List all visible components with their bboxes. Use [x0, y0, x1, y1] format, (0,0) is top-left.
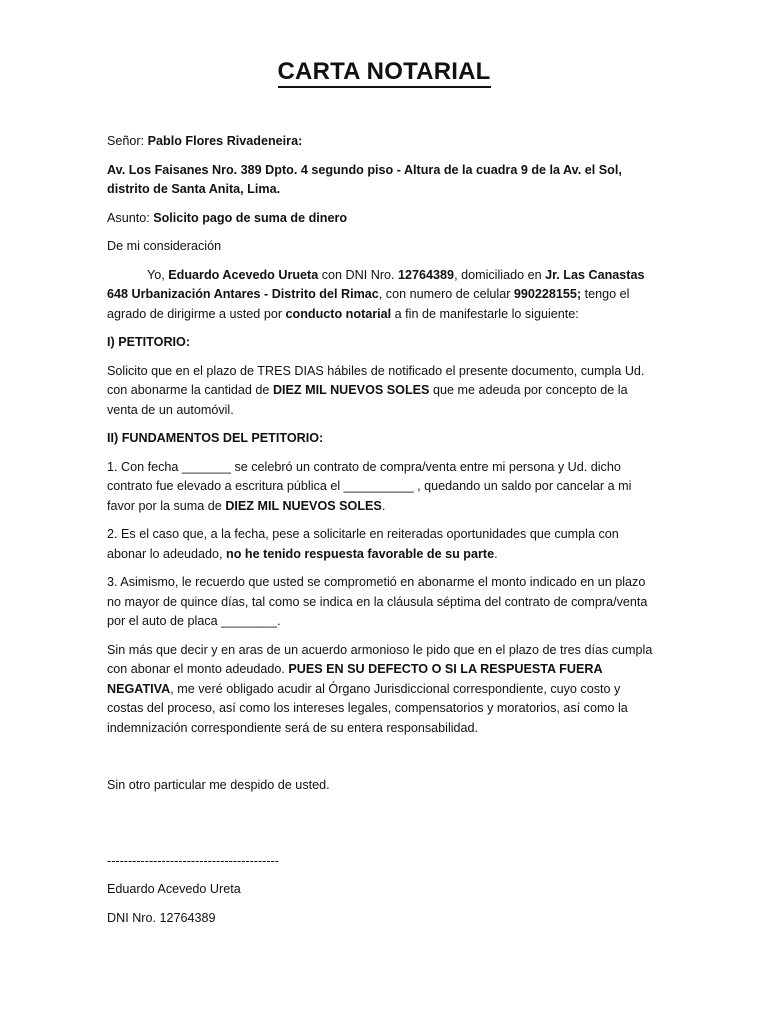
recipient-line: Señor: Pablo Flores Rivadeneira: [107, 134, 303, 148]
signature-dni: DNI Nro. 12764389 [107, 910, 216, 925]
fundamentos-heading: II) FUNDAMENTOS DEL PETITORIO: [107, 431, 324, 445]
letter-body [107, 132, 659, 937]
farewell: Sin otro particular me despido de usted. [107, 778, 330, 792]
signature-line: ----------------------------------------- [107, 853, 279, 868]
intro-paragraph: Yo, Eduardo Acevedo Urueta con DNI Nro. 12764389, domiciliado en Jr. Las Canastas 648 Urbanización Antares - Distrito del Rimac, con numero de celular 990228155; tengo el agrado de dirigirme a usted por conducto notarial a fin de manifestarle lo siguiente: [107, 267, 645, 321]
signature-name: Eduardo Acevedo Ureta [107, 882, 241, 896]
recipient-address: Av. Los Faisanes Nro. 389 Dpto. 4 segundo piso - Altura de la cuadra 9 de la Av. el Sol, distrito de Santa Anita, Lima. [107, 162, 622, 196]
subject-value: Solicito pago de suma de dinero [153, 210, 348, 225]
subject-line: Asunto: Solicito pago de suma de dinero [107, 210, 348, 225]
greeting: De mi consideración [107, 239, 222, 253]
fundamento-item-1: 1. Con fecha _______ se celebró un contrato de compra/venta entre mi persona y Ud. dicho contrato fue elevado a escritura pública el __________ , quedando un saldo por cancelar a mi favor por la suma de DIEZ MIL NUEVOS SOLES. [107, 459, 632, 513]
petitorio-paragraph: Solicito que en el plazo de TRES DIAS hábiles de notificado el presente documento, cumpla Ud. con abonarme la cantidad de DIEZ MIL NUEVOS SOLES que me adeuda por concepto de la venta de un automóvil. [107, 363, 645, 417]
fundamento-item-2: 2. Es el caso que, a la fecha, pese a solicitarle en reiteradas oportunidades que cumpla con abonar lo adeudado, no he tenido respuesta favorable de su parte. [107, 527, 619, 561]
recipient-name: Pablo Flores Rivadeneira: [147, 134, 303, 148]
document-title: CARTA NOTARIAL [0, 58, 768, 86]
fundamento-item-3: 3. Asimismo, le recuerdo que usted se comprometió en abonarme el monto indicado en un plazo no mayor de quince días, tal como se indica en la cláusula séptima del contrato de compra/venta por el auto de placa ________. [107, 575, 648, 628]
petitorio-heading: I) PETITORIO: [107, 335, 191, 349]
closing-paragraph: Sin más que decir y en aras de un acuerdo armonioso le pido que en el plazo de tres días cumpla con abonar el monto adeudado. PUES EN SU DEFECTO O SI LA RESPUESTA FUERA NEGATIVA, me veré obligado acudir al Órgano Jurisdiccional correspondiente, cuyo costo y costas del proceso, así como los intereses legales, compensatorios y moratorios, así como la indemnización correspondiente será de su entera responsabilidad. [107, 642, 653, 735]
